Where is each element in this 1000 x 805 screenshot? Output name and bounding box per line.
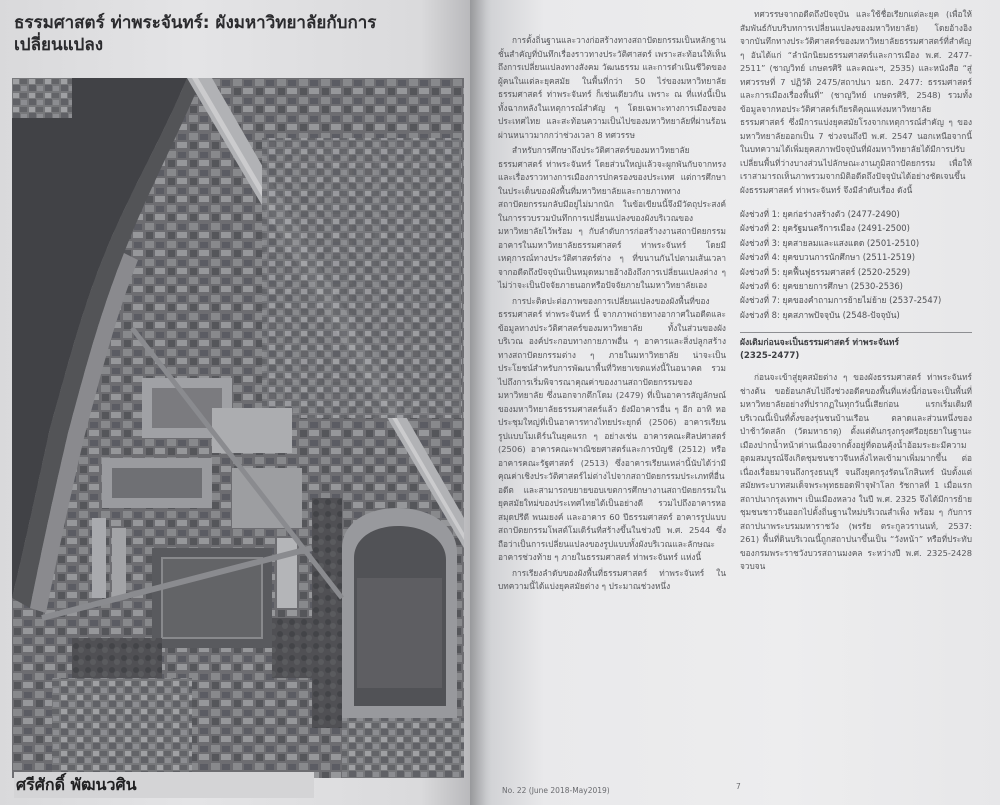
period-item: ผังช่วงที่ 5: ยุคฟื้นฟูธรรมศาสตร์ (2520-2529) [740, 266, 911, 277]
paragraph: ก่อนจะเข้าสู่ยุคสมัยต่าง ๆ ของผังธรรมศาสตร์ ท่าพระจันทร์ ช่างต้น ขอย้อนกลับไปถึงช่วงอดีตของพื้นที่แห่งนี้ก่อนจะเป็นพื้นที่มหาวิทยาลัยอย่างที่ปรากฏในทุกวันนี้เสียก่อน แรกเริ่มเดิมทีบริเวณนี้เป็นที่ตั้งของรุ่นชนบ้านเรือน ตลาดและส่วนหนึ่งของป่าช้าวัดสลัก (วัดมหาธาตุ) ตั้งแต่ต้นกรุงกรุงศรีอยุธยาในฐานะเมืองปากน้ำหน้าด่านเนื่องจากตั้งอยู่ที่ตอนคุ้งน้ำอ้อมระยะมีความอุดมสมบูรณ์จึงเกิดชุมชนชาวจีนหลั่งไหลเข้ามาเพิ่มมากขึ้น ต่อเนื่องเรื่อยมาจนถึงกรุงธนบุรี จนถึงยุคกรุงรัตนโกสินทร์ นับตั้งแต่สมัยพระบาทสมเด็จพระพุทธยอดฟ้าจุฬาโลก รัชกาลที่ 1 เมื่อแรกสถาปนากรุงเทพฯ เป็นเมืองหลวง ในปี พ.ศ. 2325 จึงได้มีการย้ายชุมชนชาวจีนออกไปตั้งถิ่นฐานใหม่บริเวณสำเพ็ง พร้อม ๆ กับการสถาปนาพระบรมมหาราชวัง (พรรัย ตระกูลวรานนท์, 2537: 261) พื้นที่ดินบริเวณนี้ถูกสถาปนาขึ้นเป็น “วังหน้า” หรือที่ประทับของกรมพระราชวังบวรสถานมงคล ระหว่างปี พ.ศ. 2325-2428 จวบจน [740, 372, 972, 572]
period-item: ผังช่วงที่ 2: ยุครัฐมนตรีการเมือง (2491-2500) [740, 223, 910, 234]
period-list [740, 207, 972, 322]
page-title: ธรรมศาสตร์ ท่าพระจันทร์: ผังมหาวิทยาลัยกับการเปลี่ยนแปลง [14, 13, 377, 55]
photo-credit: ศรีศักดิ์ พัฒนวศิน [14, 772, 314, 798]
paragraph: ทศวรรษจากอดีตถึงปัจจุบัน และใช้ชื่อเรียกแต่ละยุค (เพื่อให้สัมพันธ์กับบริบทการเปลี่ยนแปลงของมหาวิทยาลัย) โดยอ้างอิงจากบันทึกทางประวัติศาสตร์ของมหาวิทยาลัยธรรมศาสตร์ที่สำคัญ ๆ อันได้แก่ “ลำนักนิยมธรรมศาสตร์และการเมือง พ.ศ. 2477-2511” (ชาญวิทย์ เกษตรศิริ และคณะฯ, 2535) และหนังสือ “สู่ทศวรรษที่ 7 ปฏิวัติ 2475/สถาปนา มธก. 2477: ธรรมศาสตร์และการเมืองเรื่องพื้นที่” (ชาญวิทย์ เกษตรศิริ, 2548) รวมทั้งข้อมูลจากหอประวัติศาสตร์เกียรติคุณแห่งมหาวิทยาลัยธรรมศาสตร์ ซึ่งมีการแบ่งยุคสมัยโรงจากเหตุการณ์สำคัญ ๆ ของมหาวิทยาลัยออกเป็น 7 ช่วงจนถึงปี พ.ศ. 2547 นอกเหนือจากนี้ ในบทความได้เพิ่มยุคสภาพปัจจุบันที่ผังมหาวิทยาลัยได้มีการปรับเปลี่ยนพื้นที่ว่างบางส่วนไปลักษณะงานภูมิสถาปัตยกรรม เพื่อให้เราสามารถเห็นภาพรวมจากมิติอดีตถึงปัจจุบันได้อย่างชัดเจนขึ้น ผังธรรมศาสตร์ ท่าพระจันทร์ จึงมีลำดับเรื่อง ดังนี้ [740, 9, 972, 195]
issue-footer: No. 22 (June 2018-May2019) [502, 786, 610, 795]
paragraph: การตั้งถิ่นฐานและวางก่อสร้างทางสถาปัตยกรรมเป็นหลักฐานชั้นสำคัญที่บันทึกเรื่องราวทางประวัติศาสตร์ เพราะสะท้อนให้เห็นถึงการเปลี่ยนแปลงทางสังคม วัฒนธรรม และการดำเนินชีวิตของผู้คนในแต่ละยุคสมัย ในพื้นที่กว่า 50 ไร่ของมหาวิทยาลัยธรรมศาสตร์ ท่าพระจันทร์ ก็เช่นเดียวกัน เพราะ ณ ที่แห่งนี้เป็นทั้งฉากหลังในเหตุการณ์สำคัญ ๆ โดยเฉพาะทางการเมืองของประเทศไทย และสะท้อนความเป็นไปของมหาวิทยาลัยที่ผ่านร้อนผ่านหนาวมากกว่าช่วงเวลา 8 ทศวรรษ [498, 35, 726, 140]
page-gutter [470, 0, 486, 805]
section-years: (2325-2477) [740, 351, 800, 362]
period-item: ผังช่วงที่ 6: ยุคขยายการศึกษา (2530-2536) [740, 281, 903, 292]
page-number: 7 [736, 782, 741, 791]
period-item: ผังช่วงที่ 3: ยุคสายลมและแสงแดด (2501-2510) [740, 237, 920, 248]
period-item: ผังช่วงที่ 4: ยุคขบวนการนักศึกษา (2511-2519) [740, 252, 915, 263]
period-item: ผังช่วงที่ 8: ยุคสภาพปัจจุบัน (2548-ปัจจุบัน) [740, 309, 900, 320]
text-column-a [498, 34, 726, 596]
period-item: ผังช่วงที่ 7: ยุคของคำถามการย้ายไม่ย้าย (2537-2547) [740, 295, 942, 306]
aerial-photo [12, 78, 464, 778]
section-heading: ผังเดิมก่อนจะเป็นธรรมศาสตร์ ท่าพระจันทร์ [740, 338, 900, 349]
period-item: ผังช่วงที่ 1: ยุคก่อร่างสร้างตัว (2477-2490) [740, 209, 900, 219]
text-column-b [740, 8, 972, 576]
paragraph: การปะติดปะต่อภาพของการเปลี่ยนแปลงของผังพื้นที่ของธรรมศาสตร์ ท่าพระจันทร์ นี้ จากภาพถ่ายทางอากาศในอดีตและข้อมูลทางประวัติศาสตร์ของมหาวิทยาลัย ทั้งในส่วนของผังบริเวณ องค์ประกอบทางกายภาพอื่น ๆ อาคารและสิ่งปลูกสร้างทางสถาปัตยกรรมต่าง ๆ ภายในมหาวิทยาลัย น่าจะเป็นประโยชน์สำหรับการพัฒนาพื้นที่วิทยาเขตแห่งนี้ในอนาคต รวมไปถึงการเริ่มพิจารณาคุณค่าของงานสถาปัตยกรรมของมหาวิทยาลัย ซึ่งนอกจากตึกโดม (2479) ที่เป็นอาคารสัญลักษณ์ของมหาวิทยาลัยธรรมศาสตร์แล้ว ยังมีอาคารอื่น ๆ อีก อาทิ หอประชุมใหญ่ที่เป็นอาคารทางไทยประยุกต์ (2506) อาคารเรียนรูปแบบโมเดิร์นในยุคแรก ๆ อย่างเช่น อาคารคณะศิลปศาสตร์ (2506) อาคารคณะพาณิชยศาสตร์และการบัญชี (2512) หรืออาคารคณะรัฐศาสตร์ (2513) ซึ่งอาคารเรียนเหล่านี้นับได้ว่ามีคุณค่าเชิงประวัติศาสตร์ไม่ต่างไปจากสถาปัตยกรรมประเภทที่อื่นอดีต และสามารถขยายขอบเขตการศึกษางานสถาปัตยกรรมในยุคสมัยใหม่ของประเทศไทยได้เป็นอย่างดี รวมไปถึงอาคารหอสมุดปรีดี พนมยงค์ และอาคาร 60 ปีธรรมศาสตร์ อาคารรูปแบบสถาปัตยกรรมโพสต์โมเดิร์นที่สร้างขึ้นในช่วงปี พ.ศ. 2544 ซึ่งถือว่าเป็นการเปลี่ยนแปลงของรูปแบบทั้งผังบริเวณและลักษณะอาคารช่วงท้าย ๆ ภายในธรรมศาสตร์ ท่าพระจันทร์ แห่งนี้ [498, 295, 726, 562]
paragraph: การเรียงลำดับของผังพื้นที่ธรรมศาสตร์ ท่าพระจันทร์ ในบทความนี้ได้แบ่งยุคสมัยต่าง ๆ ประมาณช่วงหนึ่ง [498, 567, 726, 591]
left-page [0, 0, 478, 805]
aerial-photograph-icon [12, 78, 464, 778]
paragraph: สำหรับการศึกษาถึงประวัติศาสตร์ของมหาวิทยาลัยธรรมศาสตร์ ท่าพระจันทร์ โดยส่วนใหญ่แล้วจะผูกพันกับจากทรงและเรื่องราวทางการเมืองการปกครองของประเทศ แต่การศึกษาในประเด็นของผังพื้นที่มหาวิทยาลัยและกายภาพทางสถาปัตยกรรมกลับมีอยู่ไม่มากนัก ในข้อเขียนนี้จึงมีวัตถุประสงค์ในการรวบรวมบันทึกการเปลี่ยนแปลงของผังบริเวณของมหาวิทยาลัยไว้พร้อม ๆ กับลำดับการก่อสร้างงานสถาปัตยกรรมอาคารในมหาวิทยาลัยธรรมศาสตร์ ท่าพระจันทร์ โดยมีเหตุการณ์ทางประวัติศาสตร์ต่าง ๆ ที่ขนานกันไปตามเส้นเวลาจากอดีตถึงปัจจุบันเป็นหมุดหมายอ้างอิงถึงการเปลี่ยนแปลงต่าง ๆ ไม่ว่าจะเป็นปัจจัยภายนอกหรือปัจจัยภายในมหาวิทยาลัยเอง [498, 145, 726, 290]
section-divider [740, 332, 972, 333]
